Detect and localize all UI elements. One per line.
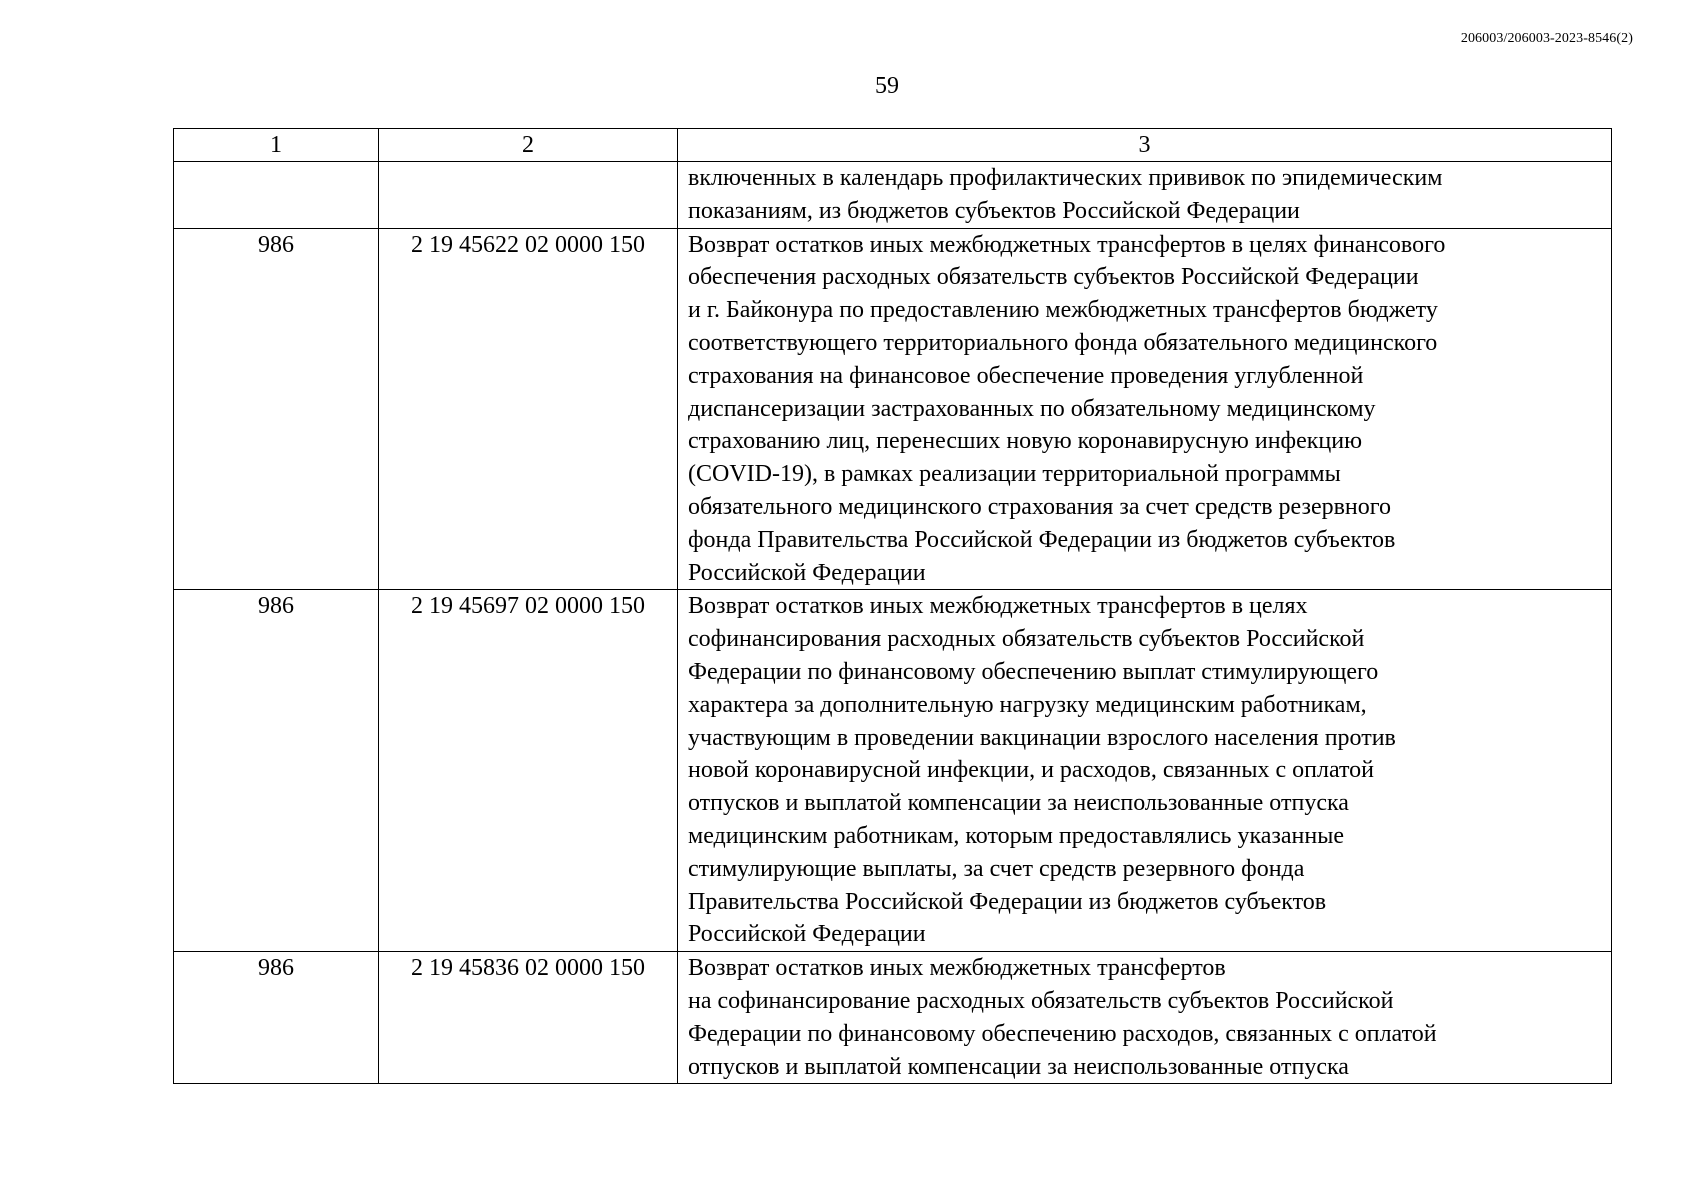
description-line: обеспечения расходных обязательств субъектов Российской Федерации xyxy=(688,264,1419,291)
admin-code-cell xyxy=(174,162,379,229)
description-line: на софинансирование расходных обязательств субъектов Российской xyxy=(688,987,1394,1014)
description-line: Возврат остатков иных межбюджетных трансфертов xyxy=(688,955,1226,982)
description-line: Федерации по финансовому обеспечению выплат стимулирующего xyxy=(688,658,1379,685)
budget-code-cell: 2 19 45622 02 0000 150 xyxy=(379,228,678,590)
description-cell xyxy=(678,952,1612,1084)
admin-code-cell: 986 xyxy=(174,952,379,1084)
description-cell xyxy=(678,228,1612,590)
admin-code-cell: 986 xyxy=(174,590,379,952)
description-line: фонда Правительства Российской Федерации из бюджетов субъектов xyxy=(688,526,1396,553)
description-cell xyxy=(678,590,1612,952)
description-line: страхования на финансовое обеспечение проведения углубленной xyxy=(688,362,1364,389)
document-id: 206003/206003-2023-8546(2) xyxy=(1460,31,1633,46)
column-header-1: 1 xyxy=(174,129,379,162)
table-row xyxy=(174,590,1612,952)
description-line: участвующим в проведении вакцинации взрослого населения против xyxy=(688,724,1396,751)
description-line: (COVID-19), в рамках реализации территориальной программы xyxy=(688,461,1341,488)
table-header-row xyxy=(174,129,1612,162)
budget-code-cell xyxy=(379,162,678,229)
description-line: софинансирования расходных обязательств субъектов Российской xyxy=(688,626,1365,653)
budget-code-cell: 2 19 45697 02 0000 150 xyxy=(379,590,678,952)
description-line: Федерации по финансовому обеспечению расходов, связанных с оплатой xyxy=(688,1020,1437,1047)
description-line: Возврат остатков иных межбюджетных трансфертов в целях xyxy=(688,593,1308,620)
admin-code-cell: 986 xyxy=(174,228,379,590)
table-row xyxy=(174,952,1612,1084)
description-line: диспансеризации застрахованных по обязательному медицинскому xyxy=(688,395,1376,422)
description-line: отпусков и выплатой компенсации за неиспользованные отпуска xyxy=(688,790,1349,817)
description-line: новой коронавирусной инфекции, и расходов, связанных с оплатой xyxy=(688,757,1375,784)
description-line: Российской Федерации xyxy=(688,921,926,948)
description-line: стимулирующие выплаты, за счет средств резервного фонда xyxy=(688,855,1305,882)
table-row xyxy=(174,162,1612,229)
description-line: Возврат остатков иных межбюджетных трансфертов в целях финансового xyxy=(688,231,1446,258)
column-header-3: 3 xyxy=(678,129,1612,162)
description-line: включенных в календарь профилактических прививок по эпидемическим xyxy=(688,165,1443,191)
budget-code-cell: 2 19 45836 02 0000 150 xyxy=(379,952,678,1084)
description-line: медицинским работникам, которым предоставлялись указанные xyxy=(688,822,1344,849)
description-line: и г. Байконура по предоставлению межбюджетных трансфертов бюджету xyxy=(688,297,1438,324)
description-line: соответствующего территориального фонда обязательного медицинского xyxy=(688,329,1438,356)
description-cell xyxy=(678,162,1612,229)
description-line: характера за дополнительную нагрузку медицинским работникам, xyxy=(688,691,1367,718)
column-header-2: 2 xyxy=(379,129,678,162)
description-line: Правительства Российской Федерации из бюджетов субъектов xyxy=(688,888,1327,915)
table-row xyxy=(174,228,1612,590)
budget-code-table xyxy=(173,128,1612,1084)
description-line: Российской Федерации xyxy=(688,559,926,586)
description-line: отпусков и выплатой компенсации за неиспользованные отпуска xyxy=(688,1053,1349,1080)
page-number: 59 xyxy=(875,73,899,99)
description-line: обязательного медицинского страхования за счет средств резервного xyxy=(688,493,1392,520)
description-line: показаниям, из бюджетов субъектов Российской Федерации xyxy=(688,197,1300,224)
description-line: страхованию лиц, перенесших новую коронавирусную инфекцию xyxy=(688,428,1363,455)
